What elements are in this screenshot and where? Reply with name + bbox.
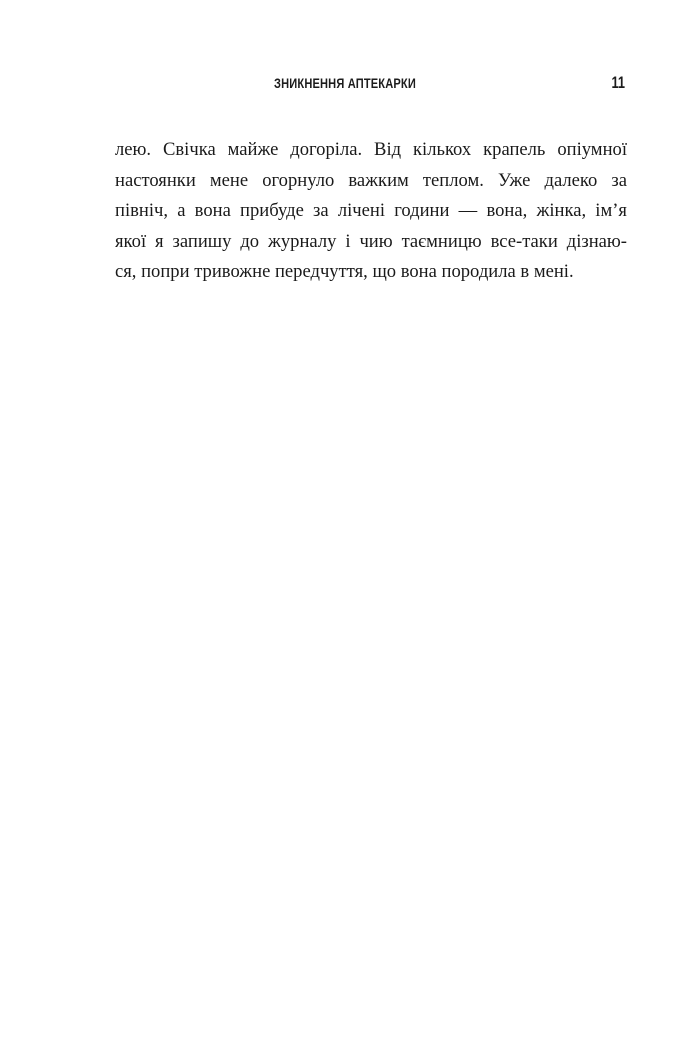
text-line: лею. Свічка майже догоріла. Від кількох крапель опіумної <box>115 139 627 160</box>
text-line: якої я запишу до журналу і чию таємницю все-таки дізнаю- <box>115 230 627 252</box>
text-line: північ, а вона прибуде за лічені години — вона, жінка, ім’я <box>115 200 627 222</box>
running-head-title: ЗНИКНЕННЯ АПТЕКАРКИ <box>274 76 416 91</box>
text-line: ся, попри тривожне передчуття, що вона породила в мені. <box>115 261 574 283</box>
page-number: 11 <box>611 73 625 92</box>
text-line: настоянки мене огорнуло важким теплом. Уже далеко за <box>115 169 627 191</box>
body-paragraph <box>115 135 627 288</box>
